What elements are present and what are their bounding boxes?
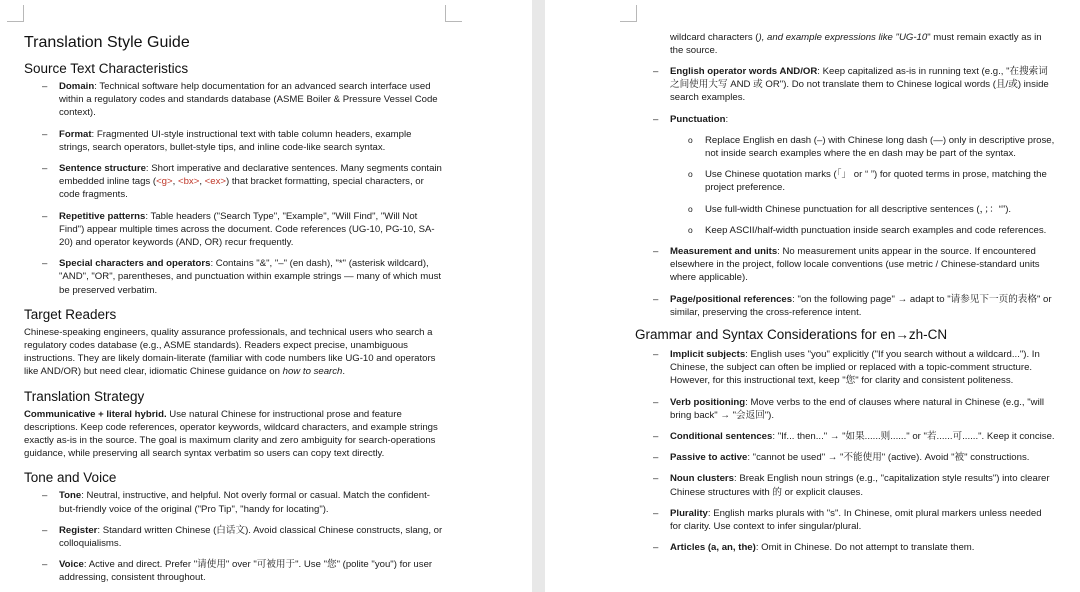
- section-heading-strategy: Translation Strategy: [24, 388, 145, 404]
- section-heading-target-readers: Target Readers: [24, 306, 117, 322]
- list-item: – Format: Fragmented UI-style instructional text with table column headers, example strings, search operators, bullet-style tips, and inline code-like search syntax.: [24, 128, 444, 154]
- list-item: – Plurality: English marks plurals with "s". In Chinese, omit plural markers unless needed for clarity. Use context to infer singular/plural.: [635, 507, 1055, 533]
- grammar-list: [635, 348, 1055, 554]
- list-item: – Punctuation: o Replace English en dash (–) with Chinese long dash (—) only in descriptive prose, not inside search examples where the en dash may be part of the syntax. o Use Chinese quotation marks (「」 or “ ”) for quoted terms in prose, matching the project preference. o Use full-width Chinese punctuation for all descriptive sentences (，；：“”). o Keep ASCII/half-width punctuation inside search examples and code references.: [635, 113, 1055, 237]
- list-item: – Special characters and operators: Contains "&", "–" (en dash), "*" (asterisk wildcard), "AND", "OR", parentheses, and punctuation within example strings — many of which must be preserved verbatim.: [24, 257, 444, 297]
- punctuation-sublist: [670, 134, 1055, 237]
- document-title: Translation Style Guide: [24, 34, 190, 51]
- list-item: – Passive to active: "cannot be used" → "不能使用" (active). Avoid "被" constructions.: [635, 451, 1055, 464]
- page-gap: [532, 0, 545, 592]
- inline-tag: <bx>: [177, 176, 200, 188]
- list-item: – English operator words AND/OR: Keep capitalized as-is in running text (e.g., "在搜索词之间使用大写 AND 或 OR"). Do not translate them to Chinese logical words (且/或) inside search examples.: [635, 65, 1055, 105]
- source-characteristics-list: [24, 80, 444, 297]
- list-item: – Domain: Technical software help documentation for an advanced search interface used within a regulatory codes and standards database (ASME Boiler & Pressure Vessel Code context).: [24, 80, 444, 120]
- page-corner-mark: [7, 5, 24, 22]
- list-item: – Sentence structure: Short imperative and declarative sentences. Many segments contain embedded inline tags (<g>, <bx>, <ex>) that bracket formatting, special characters, or code fragments.: [24, 162, 444, 202]
- document-page-left: [0, 0, 532, 592]
- page-corner-mark: [445, 5, 462, 22]
- list-item: – Articles (a, an, the): Omit in Chinese. Do not attempt to translate them.: [635, 541, 1055, 554]
- continued-paragraph: wildcard characters (), and example expressions like "UG-10" must remain exactly as in the source.: [670, 31, 1042, 56]
- section-heading-tone: Tone and Voice: [24, 470, 117, 486]
- page-body: [24, 33, 444, 592]
- sub-list-item: o Use full-width Chinese punctuation for all descriptive sentences (，；：“”).: [670, 203, 1055, 216]
- formatting-list: [635, 65, 1055, 319]
- list-item: – Page/positional references: "on the following page" → adapt to "请参见下一页的表格" or similar, preserving the cross-reference intent.: [635, 293, 1055, 319]
- list-item: – Repetitive patterns: Table headers ("Search Type", "Example", "Will Find", "Will Not Find") appear multiple times across the document. Code references (UG-10, PG-10, SA-20) and operator keywords (AND, OR) recur frequently.: [24, 210, 444, 250]
- sub-list-item: o Keep ASCII/half-width punctuation inside search examples and code references.: [670, 224, 1055, 237]
- list-item: – Measurement and units: No measurement units appear in the source. If encountered elsewhere in the project, follow locale conventions (use metric / Chinese-standard units where applicable).: [635, 245, 1055, 285]
- list-item: – Conditional sentences: "If... then..." → "如果......则......" or "若......可......". Keep it concise.: [635, 430, 1055, 443]
- list-item: – Verb positioning: Move verbs to the end of clauses where natural in Chinese (e.g., "will bring back" → "会返回").: [635, 396, 1055, 422]
- inline-tag: <ex>: [204, 176, 226, 188]
- document-page-right: [545, 0, 1080, 592]
- strategy-paragraph: Communicative + literal hybrid. Use natural Chinese for instructional prose and feature descriptions. Keep code references, operator keywords, wildcard characters, and example strings exactly as-is in the source. The goal is maximum clarity and zero ambiguity for search-operations guidance, while preserving all search syntax verbatim so users can copy text directly.: [24, 408, 438, 460]
- page-body: [635, 21, 1055, 562]
- list-item: – Voice: Active and direct. Prefer "请使用" over "可被用于". Use "您" (polite "you") for user addressing, consistent throughout.: [24, 558, 444, 584]
- sub-list-item: o Replace English en dash (–) with Chinese long dash (—) only in descriptive prose, not inside search examples where the en dash may be part of the syntax.: [670, 134, 1055, 160]
- section-heading-source: Source Text Characteristics: [24, 61, 189, 76]
- target-readers-paragraph: Chinese-speaking engineers, quality assurance professionals, and technical users who search a regulatory codes database (e.g., ASME standards). Readers expect precise, unambiguous instructions. They are likely domain-literate (familiar with code numbers like UG-10 and operators like AND/OR) but need clear, idiomatic Chinese guidance on how to search.: [24, 326, 436, 378]
- list-item: – Noun clusters: Break English noun strings (e.g., "capitalization style results") into clearer Chinese structures with 的 or explicit clauses.: [635, 472, 1055, 498]
- inline-tag: <g>: [156, 176, 173, 188]
- list-item: – Implicit subjects: English uses "you" explicitly ("If you search without a wildcard..."). In Chinese, the subject can often be implied or replaced with a topic-comment structure. However, for this instructional text, keep "您" for clarity and consistent politeness.: [635, 348, 1055, 388]
- list-item: – Register: Standard written Chinese (白话文). Avoid classical Chinese constructs, slang, or colloquialisms.: [24, 524, 444, 550]
- sub-list-item: o Use Chinese quotation marks (「」 or “ ”) for quoted terms in prose, matching the project preference.: [670, 168, 1055, 194]
- page-corner-mark: [620, 5, 637, 22]
- section-heading-grammar: Grammar and Syntax Considerations for en→zh-CN: [635, 327, 948, 343]
- list-item: – Tone: Neutral, instructive, and helpful. Not overly formal or casual. Match the confident-but-friendly voice of the original ("Pro Tip", "handy for locating").: [24, 489, 444, 515]
- tone-voice-list: [24, 489, 444, 584]
